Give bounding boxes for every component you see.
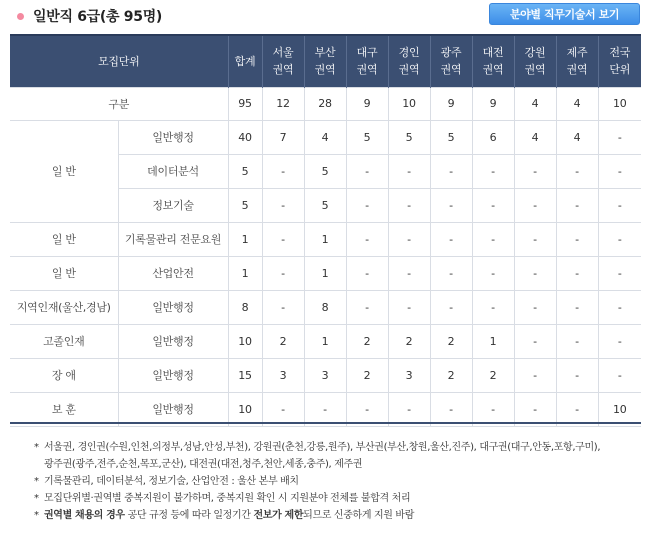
- sub-unit-label: 일반행정: [118, 290, 228, 324]
- header-seoul: 서울 권역: [262, 35, 304, 87]
- header-jeju: 제주 권역: [556, 35, 598, 87]
- region-cell: 9: [472, 87, 514, 120]
- region-cell: 4: [556, 87, 598, 120]
- region-cell: 3: [304, 358, 346, 392]
- region-cell: 7: [262, 120, 304, 154]
- table-row: [10, 256, 641, 290]
- region-cell: -: [556, 392, 598, 426]
- group-label: 일 반: [10, 120, 118, 222]
- sub-unit-label: 정보기술: [118, 188, 228, 222]
- region-cell: -: [556, 256, 598, 290]
- region-cell: -: [472, 188, 514, 222]
- table-row: [10, 358, 641, 392]
- region-cell: -: [346, 392, 388, 426]
- region-cell: -: [262, 392, 304, 426]
- region-cell: -: [262, 256, 304, 290]
- region-cell: 5: [346, 120, 388, 154]
- region-cell: -: [346, 290, 388, 324]
- region-cell: -: [346, 222, 388, 256]
- region-cell: -: [262, 154, 304, 188]
- note-placement: * 기록물관리, 데이터분석, 정보기술, 산업안전 : 울산 본부 배치: [34, 476, 299, 487]
- group-label: 일 반: [10, 256, 118, 290]
- region-cell: 6: [472, 120, 514, 154]
- region-cell: -: [346, 256, 388, 290]
- group-label: 고졸인재: [10, 324, 118, 358]
- note-transfer: * 권역별 채용의 경우 공단 규정 등에 따라 일정기간 전보가 제한되므로 신중하게 지원 바람: [34, 510, 415, 521]
- region-cell: -: [556, 290, 598, 324]
- region-cell: -: [514, 154, 556, 188]
- region-cell: 10: [598, 87, 641, 120]
- region-cell: -: [304, 392, 346, 426]
- total-cell: 1: [228, 256, 262, 290]
- region-cell: -: [598, 120, 641, 154]
- region-cell: -: [388, 256, 430, 290]
- sub-unit-label: 일반행정: [118, 324, 228, 358]
- region-cell: -: [598, 358, 641, 392]
- region-cell: -: [598, 222, 641, 256]
- region-cell: 3: [388, 358, 430, 392]
- table-row: [10, 120, 641, 154]
- region-cell: 4: [514, 87, 556, 120]
- region-cell: -: [598, 290, 641, 324]
- notes: [34, 439, 634, 524]
- region-cell: -: [262, 222, 304, 256]
- total-cell: 95: [228, 87, 262, 120]
- total-cell: 8: [228, 290, 262, 324]
- region-cell: -: [262, 188, 304, 222]
- table-row: [10, 392, 641, 426]
- region-cell: -: [430, 188, 472, 222]
- region-cell: 2: [430, 324, 472, 358]
- section-header: [0, 0, 651, 33]
- region-cell: -: [388, 188, 430, 222]
- header-daegu: 대구 권역: [346, 35, 388, 87]
- region-cell: -: [514, 256, 556, 290]
- region-cell: 10: [388, 87, 430, 120]
- note-regions-cont: 광주권(광주,전주,순천,목포,군산), 대전권(대전,청주,천안,세종,충주), 제주권: [44, 459, 363, 470]
- header-gwangju: 광주 권역: [430, 35, 472, 87]
- region-cell: 2: [430, 358, 472, 392]
- header-total: 합계: [228, 35, 262, 87]
- region-cell: 1: [304, 222, 346, 256]
- region-cell: -: [430, 154, 472, 188]
- region-cell: 5: [388, 120, 430, 154]
- region-cell: -: [514, 222, 556, 256]
- region-cell: 5: [304, 154, 346, 188]
- sub-unit-label: 데이터분석: [118, 154, 228, 188]
- group-label: 일 반: [10, 222, 118, 256]
- region-cell: 9: [430, 87, 472, 120]
- sub-unit-label: 일반행정: [118, 120, 228, 154]
- region-cell: -: [556, 358, 598, 392]
- region-cell: -: [430, 392, 472, 426]
- region-cell: -: [514, 290, 556, 324]
- table-header-row: [10, 35, 641, 87]
- region-cell: 9: [346, 87, 388, 120]
- table-row: [10, 324, 641, 358]
- region-cell: -: [472, 256, 514, 290]
- region-cell: -: [598, 256, 641, 290]
- region-cell: -: [346, 154, 388, 188]
- region-cell: -: [514, 358, 556, 392]
- sub-unit-label: 기록물관리 전문요원: [118, 222, 228, 256]
- region-cell: 3: [262, 358, 304, 392]
- header-busan: 부산 권역: [304, 35, 346, 87]
- total-cell: 1: [228, 222, 262, 256]
- sub-unit-label: 일반행정: [118, 358, 228, 392]
- region-cell: 1: [472, 324, 514, 358]
- region-cell: -: [556, 154, 598, 188]
- region-cell: -: [430, 256, 472, 290]
- region-cell: -: [430, 222, 472, 256]
- region-cell: -: [472, 290, 514, 324]
- section-title: 일반직 6급(총 95명): [33, 9, 163, 25]
- header-gangwon: 강원 권역: [514, 35, 556, 87]
- region-cell: 28: [304, 87, 346, 120]
- region-cell: -: [262, 290, 304, 324]
- region-cell: 1: [304, 256, 346, 290]
- group-label: 장 애: [10, 358, 118, 392]
- region-cell: -: [388, 222, 430, 256]
- region-cell: 5: [304, 188, 346, 222]
- region-cell: -: [556, 324, 598, 358]
- table-bottom-border: [10, 422, 641, 424]
- region-cell: -: [556, 188, 598, 222]
- bullet-dot-icon: [17, 13, 24, 20]
- region-cell: -: [556, 222, 598, 256]
- region-cell: 2: [346, 324, 388, 358]
- group-label: 보 훈: [10, 392, 118, 426]
- header-daejeon: 대전 권역: [472, 35, 514, 87]
- region-cell: -: [472, 154, 514, 188]
- region-cell: -: [430, 290, 472, 324]
- table-row: [10, 290, 641, 324]
- region-cell: -: [388, 154, 430, 188]
- total-cell: 5: [228, 188, 262, 222]
- region-cell: -: [346, 188, 388, 222]
- region-cell: -: [472, 222, 514, 256]
- region-cell: -: [514, 392, 556, 426]
- region-cell: -: [388, 392, 430, 426]
- region-cell: 4: [304, 120, 346, 154]
- region-cell: 10: [598, 392, 641, 426]
- region-cell: -: [598, 324, 641, 358]
- region-cell: 4: [514, 120, 556, 154]
- total-cell: 10: [228, 392, 262, 426]
- total-cell: 15: [228, 358, 262, 392]
- total-cell: 5: [228, 154, 262, 188]
- recruitment-table: [10, 34, 641, 427]
- region-cell: -: [472, 392, 514, 426]
- sub-unit-label: 일반행정: [118, 392, 228, 426]
- note-regions: * 서울권, 경인권(수원,인천,의정부,성남,안성,부천), 강원권(춘천,강릉,원주), 부산권(부산,창원,울산,진주), 대구권(대구,안동,포항,구미),: [34, 442, 601, 453]
- region-cell: 12: [262, 87, 304, 120]
- table-row: [10, 87, 641, 120]
- job-description-button[interactable]: 분야별 직무기술서 보기: [489, 3, 640, 25]
- region-cell: 2: [346, 358, 388, 392]
- region-cell: -: [598, 188, 641, 222]
- region-cell: 2: [262, 324, 304, 358]
- total-cell: 10: [228, 324, 262, 358]
- group-label: 지역인재(울산,경남): [10, 290, 118, 324]
- header-unit: 모집단위: [10, 35, 228, 87]
- region-cell: 1: [304, 324, 346, 358]
- region-cell: -: [514, 324, 556, 358]
- region-cell: 2: [388, 324, 430, 358]
- region-cell: -: [514, 188, 556, 222]
- header-national: 전국 단위: [598, 35, 641, 87]
- sub-unit-label: 산업안전: [118, 256, 228, 290]
- region-cell: 5: [430, 120, 472, 154]
- region-cell: 2: [472, 358, 514, 392]
- region-cell: 8: [304, 290, 346, 324]
- total-cell: 40: [228, 120, 262, 154]
- region-cell: -: [388, 290, 430, 324]
- table-row: [10, 222, 641, 256]
- region-cell: 4: [556, 120, 598, 154]
- region-cell: -: [598, 154, 641, 188]
- note-duplicate: * 모집단위별·권역별 중복지원이 불가하며, 중복지원 확인 시 지원분야 전체를 불합격 처리: [34, 493, 411, 504]
- header-gyeongin: 경인 권역: [388, 35, 430, 87]
- row-label: 구분: [10, 87, 228, 120]
